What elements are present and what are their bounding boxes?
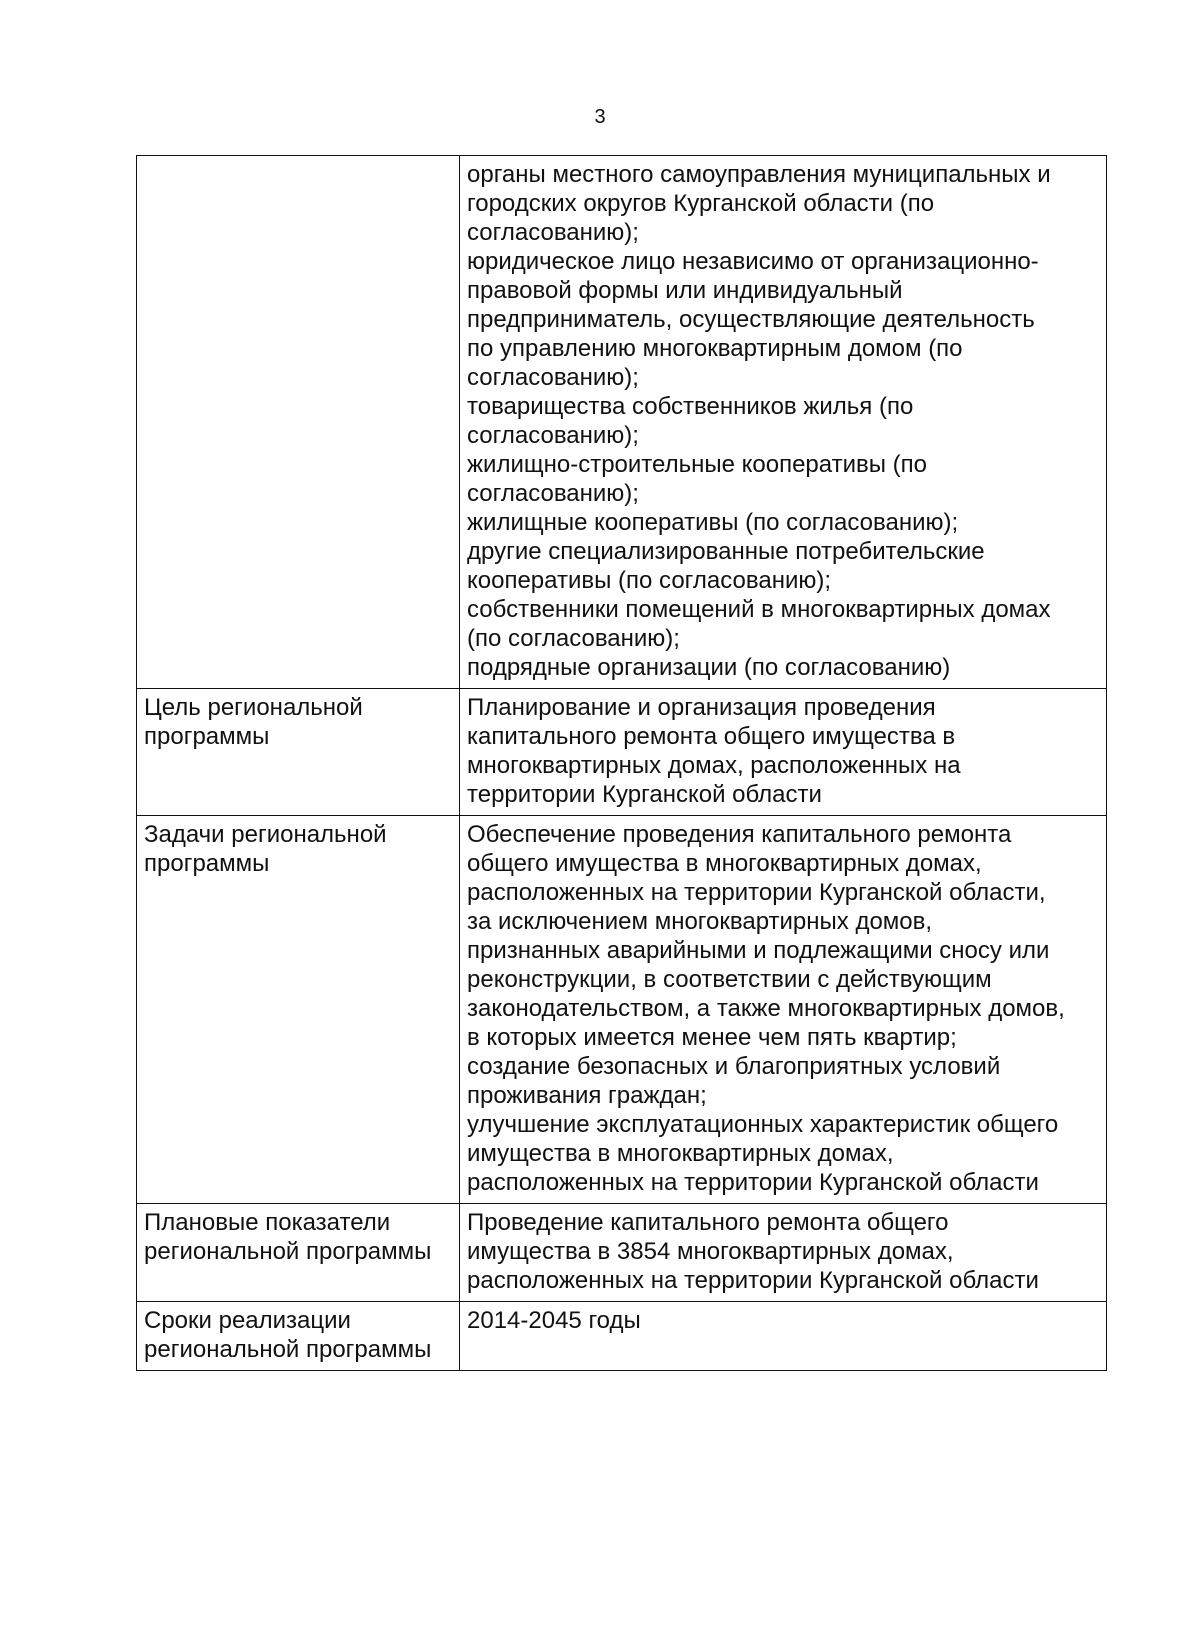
row-value-line: согласованию);: [467, 219, 639, 246]
row-value-line: согласованию);: [467, 364, 639, 391]
row-value-line: расположенных на территории Курганской области: [467, 1267, 1039, 1294]
row-label-line: программы: [144, 723, 270, 750]
row-value-cell: [460, 1302, 1107, 1371]
row-value-line: юридическое лицо независимо от организационно-: [467, 248, 1039, 275]
row-label-cell: [137, 689, 460, 816]
program-passport-table: [136, 155, 1107, 1371]
row-value-line: территории Курганской области: [467, 781, 822, 808]
row-label-cell: [137, 1204, 460, 1302]
row-value-line: городских округов Курганской области (по: [467, 190, 935, 217]
row-label-line: Плановые показатели: [144, 1209, 391, 1236]
row-value-line: Планирование и организация проведения: [467, 694, 936, 721]
row-label-cell: [137, 156, 460, 689]
row-value-line: законодательством, а также многоквартирных домов,: [467, 995, 1065, 1022]
row-value-line: органы местного самоуправления муниципальных и: [467, 161, 1051, 188]
row-value-cell: [460, 156, 1107, 689]
row-value-line: товарищества собственников жилья (по: [467, 393, 914, 420]
row-value-cell: [460, 1204, 1107, 1302]
row-value-line: согласованию);: [467, 422, 639, 449]
table-row: [137, 1302, 1107, 1371]
row-value-line: предприниматель, осуществляющие деятельность: [467, 306, 1035, 333]
table-row: [137, 156, 1107, 689]
row-value-line: общего имущества в многоквартирных домах,: [467, 850, 982, 877]
row-value-line: реконструкции, в соответствии с действующим: [467, 966, 992, 993]
row-value-line: капитального ремонта общего имущества в: [467, 723, 956, 750]
row-value-line: многоквартирных домах, расположенных на: [467, 752, 961, 779]
row-value-line: расположенных на территории Курганской области,: [467, 879, 1046, 906]
table-row: [137, 816, 1107, 1204]
row-value-line: признанных аварийными и подлежащими сносу или: [467, 937, 1050, 964]
page-number: 3: [594, 106, 606, 128]
row-value-line: расположенных на территории Курганской области: [467, 1169, 1039, 1196]
row-value-line: согласованию);: [467, 480, 639, 507]
row-value-line: другие специализированные потребительские: [467, 538, 985, 565]
row-value-line: имущества в 3854 многоквартирных домах,: [467, 1238, 954, 1265]
table-row: [137, 689, 1107, 816]
row-value-line: по управлению многоквартирным домом (по: [467, 335, 963, 362]
row-value-line: Проведение капитального ремонта общего: [467, 1209, 949, 1236]
row-label-line: Цель региональной: [144, 694, 363, 721]
row-value-line: за исключением многоквартирных домов,: [467, 908, 933, 935]
row-value-line: проживания граждан;: [467, 1082, 707, 1109]
row-value-line: жилищные кооперативы (по согласованию);: [467, 509, 959, 536]
row-label-cell: [137, 1302, 460, 1371]
row-label-line: Сроки реализации: [144, 1307, 351, 1334]
row-value-line: улучшение эксплуатационных характеристик общего: [467, 1111, 1059, 1138]
row-value-line: кооперативы (по согласованию);: [467, 567, 832, 594]
row-value-cell: [460, 689, 1107, 816]
row-label-line: Задачи региональной: [144, 821, 387, 848]
row-value-line: создание безопасных и благоприятных условий: [467, 1053, 1001, 1080]
row-value-line: жилищно-строительные кооперативы (по: [467, 451, 927, 478]
row-value-line: подрядные организации (по согласованию): [467, 654, 951, 681]
row-value-line: Обеспечение проведения капитального ремонта: [467, 821, 1012, 848]
row-value-line: 2014-2045 годы: [467, 1307, 641, 1334]
row-label-line: региональной программы: [144, 1238, 432, 1265]
row-label-line: программы: [144, 850, 270, 877]
table-row: [137, 1204, 1107, 1302]
row-value-line: собственники помещений в многоквартирных домах: [467, 596, 1051, 623]
row-label-line: региональной программы: [144, 1336, 432, 1363]
row-value-line: правовой формы или индивидуальный: [467, 277, 903, 304]
row-value-line: в которых имеется менее чем пять квартир;: [467, 1024, 957, 1051]
row-value-line: (по согласованию);: [467, 625, 680, 652]
row-value-line: имущества в многоквартирных домах,: [467, 1140, 894, 1167]
row-label-cell: [137, 816, 460, 1204]
row-value-cell: [460, 816, 1107, 1204]
